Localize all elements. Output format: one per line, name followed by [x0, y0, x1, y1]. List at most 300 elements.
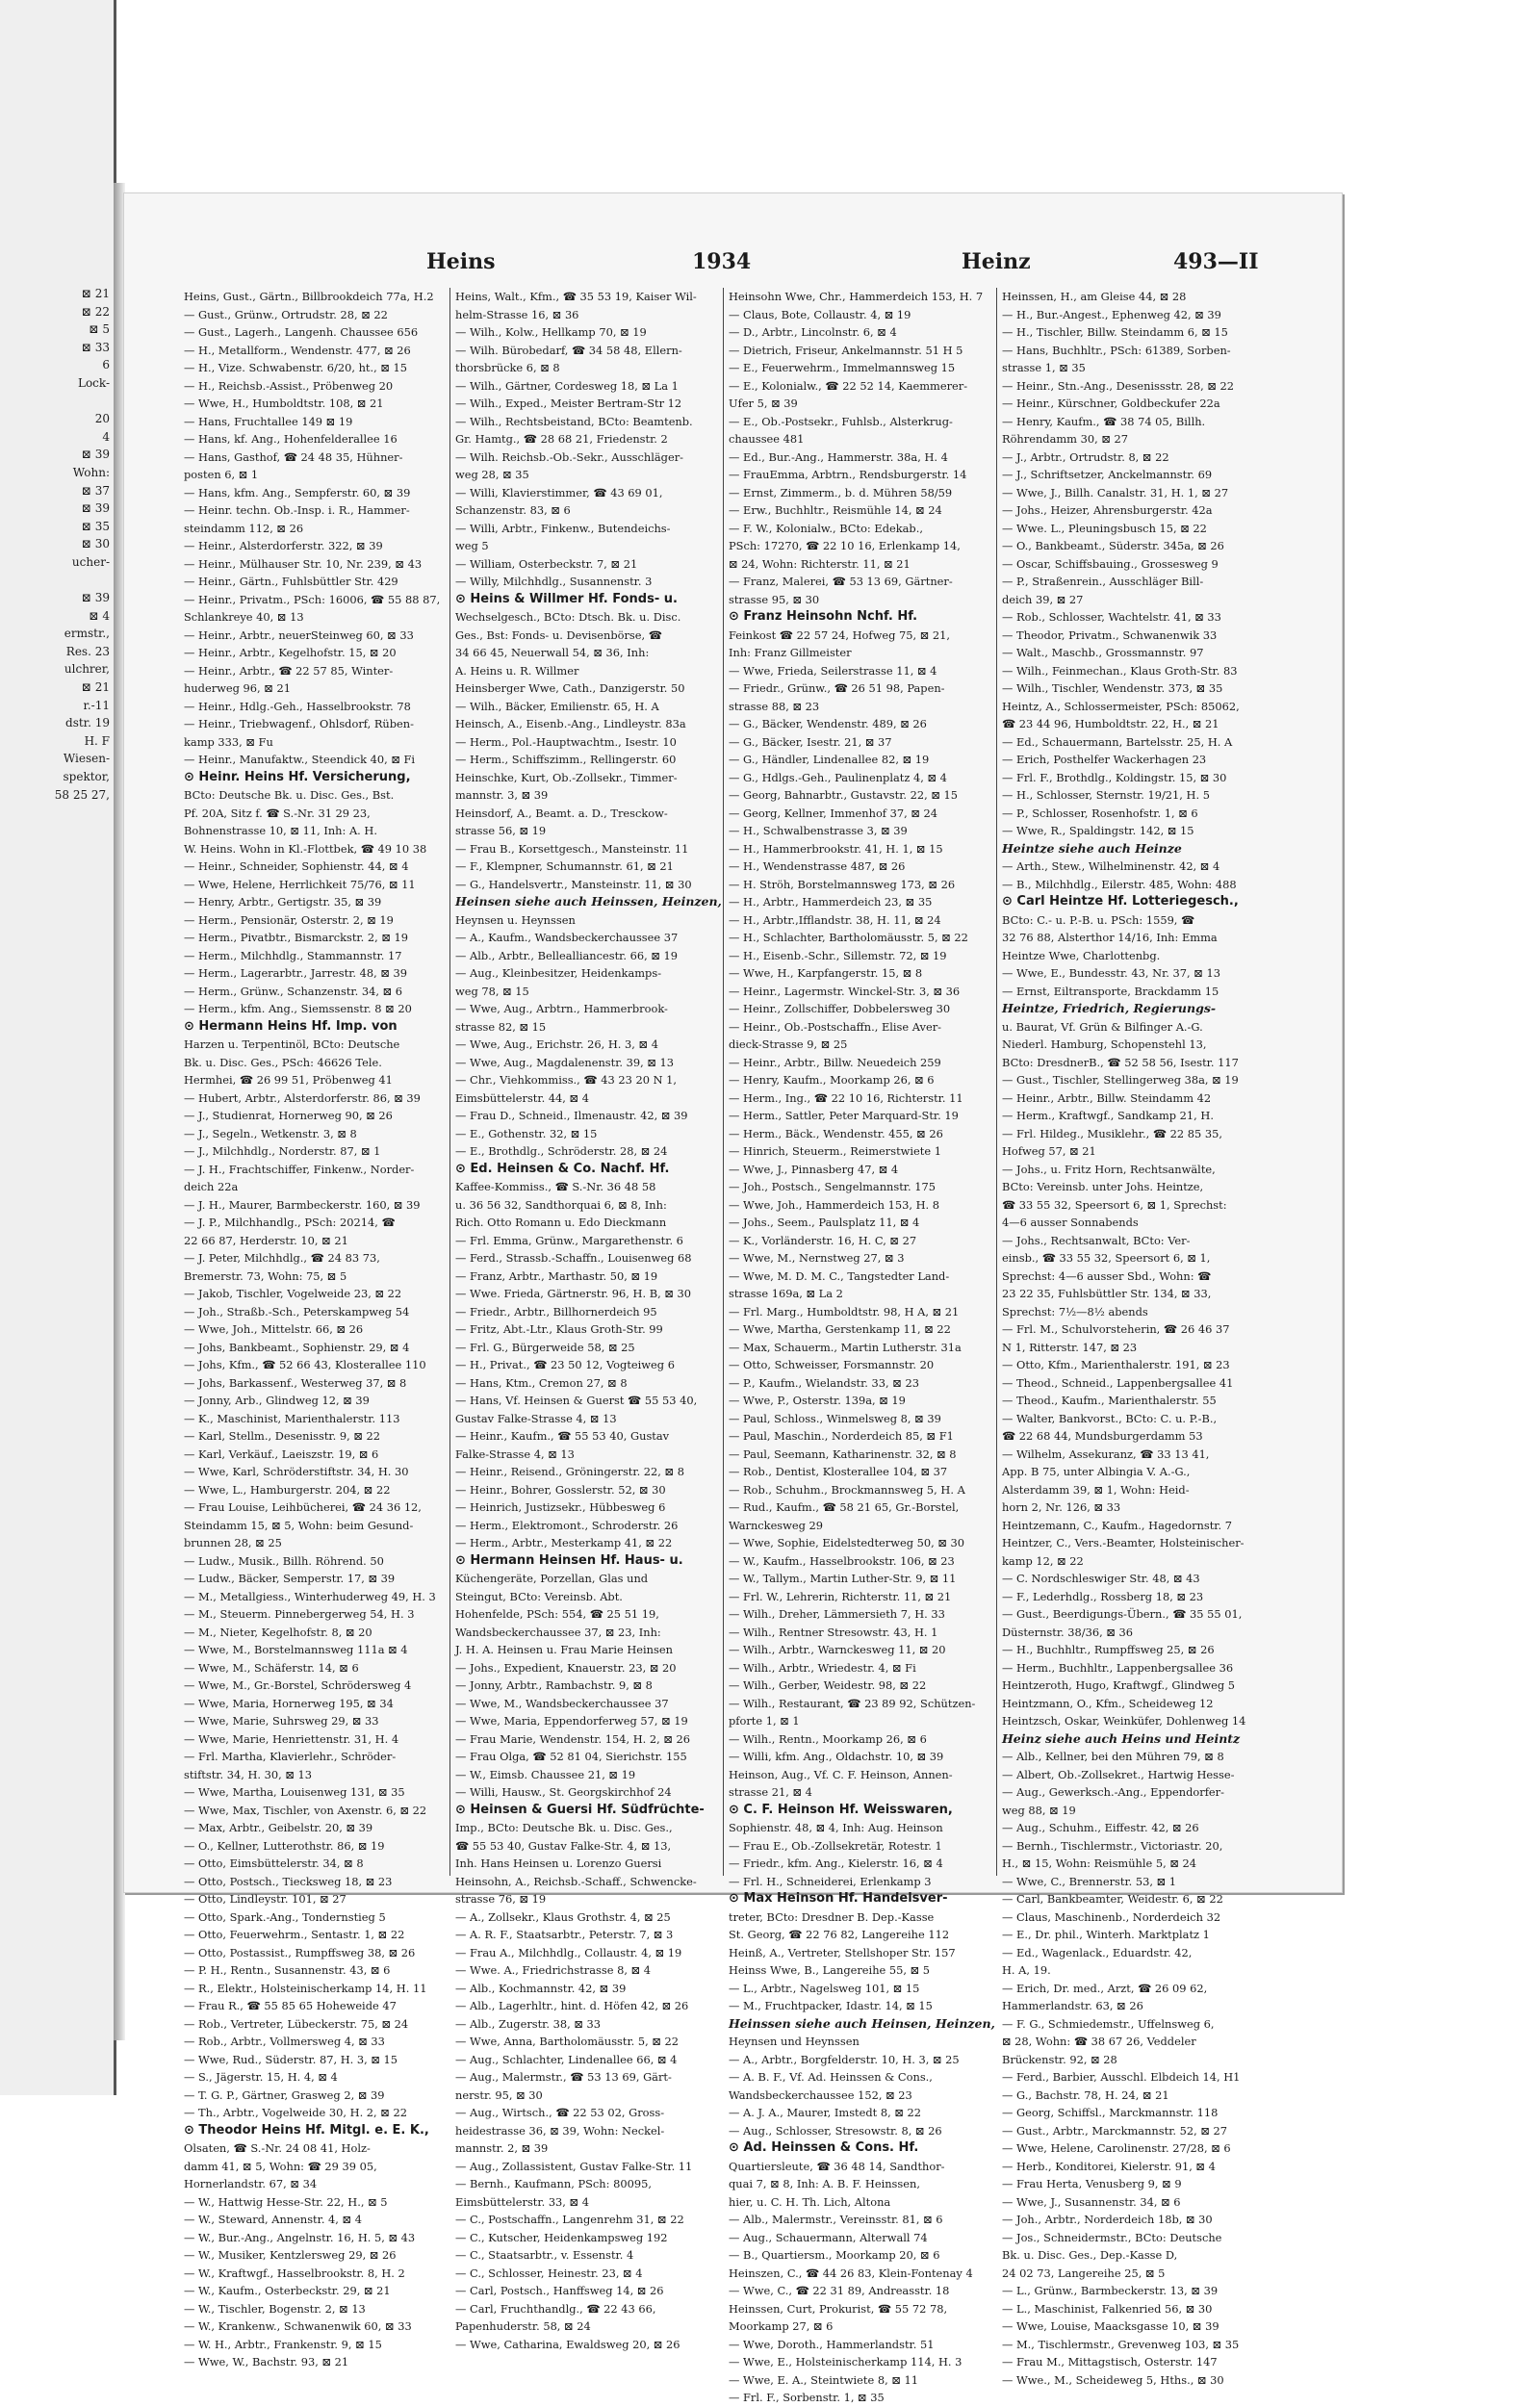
directory-entry-line: ⊠ 28, Wohn: ☎ 38 67 26, Veddeler	[1002, 2035, 1196, 2048]
directory-entry-line: — Wilh., Kolw., Hellkamp 70, ⊠ 19	[455, 325, 647, 339]
left-page-line: ⊠ 21	[81, 287, 110, 300]
directory-entry-line: — Herm., Arbtr., Mesterkamp 41, ⊠ 22	[455, 1536, 673, 1549]
directory-entry-line: — Heinr., Kürschner, Goldbeckufer 22a	[1002, 397, 1220, 410]
left-page-line	[4, 572, 110, 590]
directory-entry-line: — P. H., Rentn., Susannenstr. 43, ⊠ 6	[184, 1963, 391, 1977]
directory-entry-line: — Wwe, M., Nernstweg 27, ⊠ 3	[729, 1251, 905, 1265]
directory-entry-line: — Theodor, Privatm., Schwanenwik 33	[1002, 627, 1218, 642]
directory-entry-line: Imp., BCto: Deutsche Bk. u. Disc. Ges.,	[455, 1821, 673, 1834]
directory-entry-line: — Ludw., Bäcker, Semperstr. 17, ⊠ 39	[184, 1572, 396, 1585]
directory-entry-line: W. Heins. Wohn in Kl.-Flottbek, ☎ 49 10 38	[184, 841, 427, 856]
directory-entry-line: — P., Kaufm., Wielandstr. 33, ⊠ 23	[729, 1375, 919, 1390]
directory-column-1	[184, 288, 441, 2371]
directory-entry-line: Wandsbeckerchaussee 37, ⊠ 23, Inh:	[455, 1625, 661, 1639]
directory-entry-line: — Rob., Schuhm., Brockmannsweg 5, H. A	[729, 1482, 965, 1497]
left-page-line: 4	[102, 429, 110, 444]
directory-entry-line: — P., Schlosser, Rosenhofstr. 1, ⊠ 6	[1002, 806, 1198, 820]
directory-entry-line: — Wwe, Maria, Eppendorferweg 57, ⊠ 19	[455, 1714, 688, 1728]
left-page-line: ⊠ 37	[81, 483, 110, 498]
directory-entry-line: — Heinr., Manufaktw., Steendick 40, ⊠ Fi	[184, 753, 416, 766]
directory-entry-line: chaussee 481	[729, 432, 805, 446]
directory-entry-line: — Wilh., Gärtner, Cordesweg 18, ⊠ La 1	[455, 378, 679, 393]
directory-entry-line: — Wwe, Maria, Hornerweg 195, ⊠ 34	[184, 1696, 394, 1710]
directory-entry-line: — G., Hdlgs.-Geh., Paulinenplatz 4, ⊠ 4	[729, 770, 947, 784]
directory-entry-line: — Alb., Kochmannstr. 42, ⊠ 39	[455, 1981, 627, 1995]
directory-entry-line: brunnen 28, ⊠ 25	[184, 1536, 282, 1549]
directory-entry-line: Ges., Bst: Fonds- u. Devisenbörse, ☎	[455, 627, 662, 642]
directory-entry-line: — Gust., Arbtr., Marckmannstr. 52, ⊠ 27	[1002, 2123, 1228, 2138]
directory-entry-line: BCto: DresdnerB., ☎ 52 58 56, Isestr. 117	[1002, 1055, 1239, 1069]
directory-entry-line: — Heinr., Arbtr., ☎ 22 57 85, Winter-	[184, 663, 394, 678]
directory-entry-line: 34 66 45, Neuerwall 54, ⊠ 36, Inh:	[455, 646, 650, 659]
directory-entry-line: — Franz, Malerei, ☎ 53 13 69, Gärtner-	[729, 575, 953, 588]
directory-entry-line: — Alb., Malermstr., Vereinsstr. 81, ⊠ 6	[729, 2213, 943, 2226]
directory-entry-line: A. Heins u. R. Willmer	[455, 663, 579, 678]
directory-entry-line: Steindamm 15, ⊠ 5, Wohn: beim Gesund-	[184, 1518, 414, 1532]
directory-entry-line: — Henry, Kaufm., Moorkamp 26, ⊠ 6	[729, 1073, 935, 1087]
directory-entry-line: — E., Kolonialw., ☎ 22 52 14, Kaemmerer-	[729, 378, 968, 393]
directory-entry-line: Heintzmann, O., Kfm., Scheideweg 12	[1002, 1696, 1214, 1710]
directory-entry-line: — Wilh., Rentner Stresowstr. 43, H. 1	[729, 1625, 938, 1639]
directory-entry-line: — H., Arbtr., Hammerdeich 23, ⊠ 35	[729, 895, 933, 909]
directory-entry-line: — Wilh., Bäcker, Emilienstr. 65, H. A	[455, 699, 659, 713]
directory-entry-line: — Herm., Pensionär, Osterstr. 2, ⊠ 19	[184, 912, 394, 927]
directory-entry-line: — Aug., Gewerksch.-Ang., Eppendorfer-	[1002, 1785, 1224, 1799]
directory-entry-line: — P., Straßenrein., Ausschläger Bill-	[1002, 575, 1204, 588]
directory-entry-line: — Theod., Kaufm., Marienthalerstr. 55	[1002, 1394, 1217, 1407]
directory-entry-line: — R., Elektr., Holsteinischerkamp 14, H. 11	[184, 1981, 427, 1995]
directory-entry-line: — W., Tischler, Bogenstr. 2, ⊠ 13	[184, 2301, 366, 2316]
directory-entry-line: — Heinr. techn. Ob.-Insp. i. R., Hammer-	[184, 503, 410, 517]
directory-entry-line: — Herm., Bäck., Wendenstr. 455, ⊠ 26	[729, 1126, 943, 1140]
directory-entry-line: PSch: 17270, ☎ 22 10 16, Erlenkamp 14,	[729, 539, 961, 552]
directory-entry-line: Röhrendamm 30, ⊠ 27	[1002, 432, 1128, 446]
directory-entry-line: — E., Brothdlg., Schröderstr. 28, ⊠ 24	[455, 1144, 668, 1158]
directory-entry-line: 24 02 73, Langereihe 25, ⊠ 5	[1002, 2266, 1166, 2280]
directory-entry-line: — Aug., Zollassistent, Gustav Falke-Str. 11	[455, 2159, 693, 2173]
directory-entry-line: — H., Schlachter, Bartholomäusstr. 5, ⊠ 22	[729, 931, 968, 944]
directory-entry-line: 22 66 87, Herderstr. 10, ⊠ 21	[184, 1233, 348, 1247]
directory-entry-line: — Wwe. L., Pleuningsbusch 15, ⊠ 22	[1002, 521, 1207, 535]
directory-entry-line: — Johs, Bankbeamt., Sophienstr. 29, ⊠ 4	[184, 1340, 410, 1354]
directory-entry-line: — Aug., Schuhm., Eiffestr. 42, ⊠ 26	[1002, 1821, 1199, 1834]
directory-entry-line: — L., Maschinist, Falkenried 56, ⊠ 30	[1002, 2301, 1213, 2316]
directory-entry-line: — H. Ströh, Borstelmannsweg 173, ⊠ 26	[729, 877, 956, 891]
directory-entry-line: — Erich, Posthelfer Wackerhagen 23	[1002, 753, 1207, 766]
directory-entry-line: Heinszen, C., ☎ 44 26 83, Klein-Fontenay 4	[729, 2266, 973, 2280]
directory-entry-line: — Rob., Schlosser, Wachtelstr. 41, ⊠ 33	[1002, 610, 1221, 624]
directory-entry-line: ☎ 55 53 40, Gustav Falke-Str. 4, ⊠ 13,	[455, 1838, 672, 1853]
directory-entry-line: — Herm., Pol.-Hauptwachtm., Isestr. 10	[455, 734, 677, 749]
directory-entry-line: — Hinrich, Steuerm., Reimerstwiete 1	[729, 1144, 941, 1158]
directory-entry-line: — Oscar, Schiffsbauing., Grossesweg 9	[1002, 556, 1219, 571]
directory-entry-line: — Aug., Malermstr., ☎ 53 13 69, Gärt-	[455, 2070, 672, 2084]
directory-entry-line: helm-Strasse 16, ⊠ 36	[455, 307, 579, 321]
directory-entry-line: — C., Kutscher, Heidenkampsweg 192	[455, 2230, 668, 2244]
directory-entry-line: — Johs, Kfm., ☎ 52 66 43, Klosterallee 110	[184, 1358, 426, 1371]
directory-entry-line: — Wwe, Aug., Magdalenenstr. 39, ⊠ 13	[455, 1055, 675, 1069]
directory-entry-line: — Wwe, C., ☎ 22 31 89, Andreasstr. 18	[729, 2284, 950, 2297]
directory-entry-line: — H., Arbtr.,Ifflandstr. 38, H. 11, ⊠ 24	[729, 912, 941, 927]
directory-entry-line: — Heinr., Privatm., PSch: 16006, ☎ 55 88 87,	[184, 592, 441, 606]
directory-entry-line: — Wwe, Anna, Bartholomäusstr. 5, ⊠ 22	[455, 2035, 680, 2048]
left-page-line: dstr. 19	[65, 716, 110, 730]
directory-entry-line: u. Baurat, Vf. Grün & Bilfinger A.-G.	[1002, 1019, 1203, 1034]
directory-entry-line: — Frl. H., Schneiderei, Erlenkamp 3	[729, 1874, 932, 1888]
directory-entry-line: weg 78, ⊠ 15	[455, 984, 529, 998]
directory-entry-line: Heinschke, Kurt, Ob.-Zollsekr., Timmer-	[455, 770, 678, 784]
directory-entry-line: — Heinr., Gärtn., Fuhlsbüttler Str. 429	[184, 575, 398, 588]
directory-entry-line: — Bernh., Tischlermstr., Victoriastr. 20,	[1002, 1838, 1223, 1853]
directory-entry-line: — Frau Olga, ☎ 52 81 04, Sierichstr. 155	[455, 1750, 687, 1763]
directory-entry-line: ⊙ Heinr. Heins Hf. Versicherung,	[184, 769, 411, 784]
directory-entry-line: strasse 1, ⊠ 35	[1002, 361, 1086, 374]
directory-entry-line: ⊙ C. F. Heinson Hf. Weisswaren,	[729, 1802, 953, 1817]
directory-entry-line: BCto: Deutsche Bk. u. Disc. Ges., Bst.	[184, 788, 395, 802]
directory-entry-line: posten 6, ⊠ 1	[184, 468, 259, 481]
left-page-line: Lock-	[77, 375, 110, 390]
directory-entry-line: — G., Händler, Lindenallee 82, ⊠ 19	[729, 753, 930, 766]
directory-entry-line: — Bernh., Kaufmann, PSch: 80095,	[455, 2177, 652, 2190]
directory-column-4	[1002, 288, 1254, 2389]
directory-entry-line: — Frau R., ☎ 55 85 65 Hoheweide 47	[184, 1999, 397, 2012]
directory-entry-line: — Claus, Bote, Collaustr. 4, ⊠ 19	[729, 307, 911, 321]
directory-entry-line: — Gust., Grünw., Ortrudstr. 28, ⊠ 22	[184, 307, 388, 321]
directory-entry-line: — Fritz, Abt.-Ltr., Klaus Groth-Str. 99	[455, 1322, 663, 1336]
left-page-line: ⊠ 21	[81, 680, 110, 695]
directory-entry-line: — H., Buchhltr., Rumpffsweg 25, ⊠ 26	[1002, 1643, 1215, 1656]
page-header	[124, 249, 1342, 288]
directory-entry-line: Bk. u. Disc. Ges., PSch: 46626 Tele.	[184, 1055, 382, 1069]
directory-entry-line: Heinsch, A., Eisenb.-Ang., Lindleystr. 83a	[455, 717, 686, 730]
directory-entry-line: — Frau M., Mittagstisch, Osterstr. 147	[1002, 2355, 1218, 2369]
directory-entry-line: — H., Tischler, Billw. Steindamm 6, ⊠ 15	[1002, 325, 1228, 339]
directory-entry-line: — E., Feuerwehrm., Immelmannsweg 15	[729, 361, 956, 374]
directory-entry-line: Hammerlandstr. 63, ⊠ 26	[1002, 1999, 1143, 2012]
left-page-fragment	[0, 0, 116, 2095]
directory-entry-line: — J. Peter, Milchhdlg., ☎ 24 83 73,	[184, 1251, 380, 1265]
directory-entry-line: deich 39, ⊠ 27	[1002, 592, 1084, 606]
directory-entry-line: — A., Arbtr., Borgfelderstr. 10, H. 3, ⊠ 25	[729, 2052, 960, 2066]
directory-entry-line: hier, u. C. H. Th. Lich, Altona	[729, 2194, 891, 2209]
directory-entry-line: — Karl, Verkäuf., Laeiszstr. 19, ⊠ 6	[184, 1447, 379, 1461]
directory-entry-line: — G., Bäcker, Isestr. 21, ⊠ 37	[729, 734, 892, 749]
directory-entry-line: — Frau A., Milchhdlg., Collaustr. 4, ⊠ 19	[455, 1945, 682, 1959]
directory-entry-line: Eimsbüttelerstr. 33, ⊠ 4	[455, 2194, 589, 2209]
directory-entry-line: — Wwe, Martha, Louisenweg 131, ⊠ 35	[184, 1785, 405, 1799]
directory-entry-line: — Wwe, J., Susannenstr. 34, ⊠ 6	[1002, 2194, 1181, 2209]
directory-entry-line: steindamm 112, ⊠ 26	[184, 521, 304, 535]
directory-entry-line: H., ⊠ 15, Wohn: Reismühle 5, ⊠ 24	[1002, 1856, 1197, 1870]
left-page-line: 58 25 27,	[54, 787, 110, 802]
directory-entry-line: — Hans, Ktm., Cremon 27, ⊠ 8	[455, 1375, 628, 1390]
directory-entry-line: — Herm., Grünw., Schanzenstr. 34, ⊠ 6	[184, 984, 402, 998]
left-page-line: ⊠ 39	[81, 591, 110, 605]
directory-entry-line: — Wwe., M., Scheideweg 5, Hths., ⊠ 30	[1002, 2372, 1224, 2387]
directory-entry-line: Heintzeroth, Hugo, Kraftwgf., Glindweg 5	[1002, 1678, 1236, 1692]
directory-entry-line: — William, Osterbeckstr. 7, ⊠ 21	[455, 556, 638, 571]
directory-entry-line: — Herm., Lagerarbtr., Jarrestr. 48, ⊠ 39	[184, 966, 408, 980]
directory-entry-line: — Paul, Schloss., Winmelsweg 8, ⊠ 39	[729, 1411, 941, 1425]
directory-entry-line: — Ferd., Barbier, Ausschl. Elbdeich 14, H1	[1002, 2070, 1241, 2084]
directory-entry-line: — Heinr., Schneider, Sophienstr. 44, ⊠ 4	[184, 859, 409, 873]
left-page-line: Wiesen-	[63, 752, 110, 766]
directory-entry-line: — Wilh., Rentn., Moorkamp 26, ⊠ 6	[729, 1731, 927, 1746]
directory-entry-line: — Wwe, Martha, Gerstenkamp 11, ⊠ 22	[729, 1322, 951, 1336]
directory-entry-line: — Heinr., Bohrer, Gosslerstr. 52, ⊠ 30	[455, 1482, 666, 1497]
directory-entry-line: — Heinr., Mülhauser Str. 10, Nr. 239, ⊠ 43	[184, 556, 423, 571]
directory-entry-line: — Heinr., Arbtr., Billw. Neuedeich 259	[729, 1055, 941, 1069]
left-page-line: ulchrer,	[64, 662, 110, 677]
directory-entry-line: dieck-Strasse 9, ⊠ 25	[729, 1037, 848, 1051]
directory-entry-line: — W. H., Arbtr., Frankenstr. 9, ⊠ 15	[184, 2337, 382, 2351]
directory-entry-line: — H., Eisenb.-Schr., Sillemstr. 72, ⊠ 19	[729, 948, 947, 962]
left-page-line: ucher-	[71, 554, 110, 569]
directory-entry-line: strasse 88, ⊠ 23	[729, 699, 820, 713]
directory-entry-line: — J. H., Frachtschiffer, Finkenw., Norder-	[184, 1162, 415, 1176]
directory-entry-line: — Joh., Straßb.-Sch., Peterskampweg 54	[184, 1304, 410, 1319]
directory-entry-line: — Heinr., Ob.-Postschaffn., Elise Aver-	[729, 1019, 941, 1034]
directory-entry-line: — Frau B., Korsettgesch., Mansteinstr. 11	[455, 841, 689, 856]
directory-entry-line: — Wilh., Tischler, Wendenstr. 373, ⊠ 35	[1002, 681, 1223, 695]
directory-entry-line: Bk. u. Disc. Ges., Dep.-Kasse D,	[1002, 2248, 1178, 2262]
directory-entry-line: ⊙ Hermann Heins Hf. Imp. von	[184, 1018, 398, 1034]
directory-entry-line: ⊙ Ad. Heinssen & Cons. Hf.	[729, 2140, 919, 2155]
directory-entry-line: — Friedr., Arbtr., Billhornerdeich 95	[455, 1304, 657, 1319]
directory-entry-line: — Herm., Milchhdlg., Stammannstr. 17	[184, 948, 402, 962]
directory-entry-line: Falke-Strasse 4, ⊠ 13	[455, 1447, 575, 1461]
directory-entry-line: — Aug., Wirtsch., ☎ 22 53 02, Gross-	[455, 2106, 665, 2119]
directory-entry-line: — Willi, Klavierstimmer, ☎ 43 69 01,	[455, 485, 663, 499]
directory-entry-line: — Hans, kf. Ang., Hohenfelderallee 16	[184, 432, 398, 446]
left-page-line	[4, 393, 110, 411]
directory-entry-line: — C., Staatsarbtr., v. Essenstr. 4	[455, 2248, 634, 2262]
directory-entry-line: ⊙ Heinsen & Guersi Hf. Südfrüchte-	[455, 1802, 705, 1817]
directory-entry-line: Gr. Hamtg., ☎ 28 68 21, Friedenstr. 2	[455, 432, 668, 446]
directory-entry-line: thorsbrücke 6, ⊠ 8	[455, 361, 560, 374]
directory-entry-line: — L., Arbtr., Nagelsweg 101, ⊠ 15	[729, 1981, 920, 1995]
directory-entry-line: Warnckesweg 29	[729, 1518, 824, 1532]
directory-entry-line: Quartiersleute, ☎ 36 48 14, Sandthor-	[729, 2159, 945, 2173]
directory-entry-line: — Frl. F., Brothdlg., Koldingstr. 15, ⊠ 30	[1002, 770, 1227, 784]
directory-entry-line: — Paul, Maschin., Norderdeich 85, ⊠ F1	[729, 1429, 954, 1443]
directory-entry-line: — Willi, Hausw., St. Georgskirchhof 24	[455, 1785, 672, 1799]
directory-entry-line: Schanzenstr. 83, ⊠ 6	[455, 503, 571, 517]
directory-entry-line: — H., Wendenstrasse 487, ⊠ 26	[729, 859, 906, 873]
directory-entry-line: — Ed., Schauermann, Bartelsstr. 25, H. A	[1002, 734, 1233, 749]
directory-entry-line: Heintze, Friedrich, Regierungs-	[1002, 1001, 1217, 1015]
directory-entry-line: — H., Hammerbrookstr. 41, H. 1, ⊠ 15	[729, 841, 943, 856]
directory-entry-line: — Herm., kfm. Ang., Siemssenstr. 8 ⊠ 20	[184, 1002, 412, 1015]
header-left-keyword: Heins	[426, 249, 496, 274]
directory-entry-line: — Frau Louise, Leihbücherei, ☎ 24 36 12,	[184, 1500, 422, 1514]
directory-entry-line: — Aug., Schlachter, Lindenallee 66, ⊠ 4	[455, 2052, 678, 2066]
directory-entry-line: — Rob., Vertreter, Lübeckerstr. 75, ⊠ 24	[184, 2016, 409, 2031]
directory-entry-line: — Heinr., Zollschiffer, Dobbelersweg 30	[729, 1002, 951, 1015]
directory-entry-line: — Otto, Postsch., Tiecksweg 18, ⊠ 23	[184, 1874, 393, 1888]
directory-entry-line: — Georg, Kellner, Immenhof 37, ⊠ 24	[729, 806, 938, 820]
directory-entry-line: — Wilh., Arbtr., Warnckesweg 11, ⊠ 20	[729, 1643, 946, 1656]
directory-entry-line: — D., Arbtr., Lincolnstr. 6, ⊠ 4	[729, 325, 897, 339]
directory-entry-line: App. B 75, unter Albingia V. A.-G.,	[1002, 1465, 1191, 1478]
directory-entry-line: — Otto, Lindleystr. 101, ⊠ 27	[184, 1892, 346, 1906]
directory-entry-line: — Alb., Zugerstr. 38, ⊠ 33	[455, 2016, 602, 2031]
directory-entry-line: H. A, 19.	[1002, 1963, 1051, 1977]
directory-entry-line: mannstr. 2, ⊠ 39	[455, 2141, 549, 2155]
directory-entry-line: — Frl. Marg., Humboldtstr. 98, H A, ⊠ 21	[729, 1304, 960, 1319]
directory-entry-line: — Jakob, Tischler, Vogelweide 23, ⊠ 22	[184, 1287, 402, 1300]
directory-entry-line: — Ed., Wagenlack., Eduardstr. 42,	[1002, 1945, 1193, 1959]
directory-entry-line: — Gust., Beerdigungs-Übern., ☎ 35 55 01,	[1002, 1607, 1243, 1621]
column-rule	[723, 288, 724, 1876]
directory-entry-line: mannstr. 3, ⊠ 39	[455, 788, 549, 802]
left-page-line: 20	[94, 412, 110, 426]
directory-entry-line: — Paul, Seemann, Katharinenstr. 32, ⊠ 8	[729, 1447, 957, 1461]
directory-entry-line: strasse 82, ⊠ 15	[455, 1019, 547, 1034]
directory-entry-line: — J., Studienrat, Hornerweg 90, ⊠ 26	[184, 1109, 393, 1122]
directory-entry-line: — Herm., Kraftwgf., Sandkamp 21, H.	[1002, 1109, 1214, 1122]
directory-entry-line: — Wilhelm, Assekuranz, ☎ 33 13 41,	[1002, 1447, 1210, 1461]
directory-entry-line: — Erich, Dr. med., Arzt, ☎ 26 09 62,	[1002, 1981, 1208, 1995]
directory-entry-line: — J., Schriftsetzer, Anckelmannstr. 69	[1002, 468, 1213, 481]
directory-entry-line: 4—6 ausser Sonnabends	[1002, 1216, 1139, 1229]
directory-entry-line: — Heinr., Kaufm., ☎ 55 53 40, Gustav	[455, 1429, 670, 1443]
directory-entry-line: — Heinr., Reisend., Gröningerstr. 22, ⊠ 8	[455, 1465, 684, 1478]
directory-entry-line: — W., Eimsb. Chaussee 21, ⊠ 19	[455, 1767, 636, 1781]
directory-entry-line: — H., Privat., ☎ 23 50 12, Vogteiweg 6	[455, 1358, 675, 1371]
directory-entry-line: — F., Klempner, Schumannstr. 61, ⊠ 21	[455, 859, 674, 873]
directory-entry-line: — Walt., Maschb., Grossmannstr. 97	[1002, 646, 1204, 659]
directory-entry-line: — Wwe, M. D. M. C., Tangstedter Land-	[729, 1268, 950, 1283]
left-page-line: r.-11	[83, 698, 110, 712]
directory-entry-line: Ufer 5, ⊠ 39	[729, 397, 798, 410]
left-page-line: ⊠ 39	[81, 448, 110, 462]
left-page-line: H. F	[84, 733, 110, 748]
directory-entry-line: — Hans, Gasthof, ☎ 24 48 35, Hühner-	[184, 449, 403, 464]
directory-entry-line: — Wwe, Marie, Suhrsweg 29, ⊠ 33	[184, 1714, 379, 1728]
directory-entry-line: — Alb., Kellner, bei den Mühren 79, ⊠ 8	[1002, 1750, 1224, 1763]
directory-entry-line: — Willi, Arbtr., Finkenw., Butendeichs-	[455, 521, 671, 535]
directory-entry-line: — Chr., Viehkommiss., ☎ 43 23 20 N 1,	[455, 1073, 678, 1087]
directory-entry-line: Olsaten, ☎ S.-Nr. 24 08 41, Holz-	[184, 2141, 371, 2155]
directory-entry-line: St. Georg, ☎ 22 76 82, Langereihe 112	[729, 1928, 950, 1941]
directory-entry-line: Heinsohn Wwe, Chr., Hammerdeich 153, H. 7	[729, 290, 984, 303]
directory-entry-line: Rich. Otto Romann u. Edo Dieckmann	[455, 1216, 667, 1229]
directory-entry-line: — H., Vize. Schwabenstr. 6/20, ht., ⊠ 15	[184, 361, 407, 374]
left-page-line: ⊠ 5	[89, 322, 110, 337]
column-rule	[449, 288, 450, 1876]
directory-entry-line: ⊙ Hermann Heinsen Hf. Haus- u.	[455, 1552, 683, 1568]
directory-entry-line: — Heinr., Stn.-Ang., Desenissstr. 28, ⊠ 22	[1002, 378, 1235, 393]
directory-entry-line: — Aug., Kleinbesitzer, Heidenkamps-	[455, 966, 662, 980]
directory-entry-line: — Wwe, H., Karpfangerstr. 15, ⊠ 8	[729, 966, 923, 980]
directory-entry-line: — Ludw., Musik., Billh. Röhrend. 50	[184, 1553, 384, 1568]
directory-entry-line: — Frl. Martha, Klavierlehr., Schröder-	[184, 1750, 397, 1763]
directory-entry-line: strasse 76, ⊠ 19	[455, 1892, 547, 1906]
directory-entry-line: — Wwe, Joh., Mittelstr. 66, ⊠ 26	[184, 1322, 364, 1336]
directory-entry-line: — Heinr., Lagermstr. Winckel-Str. 3, ⊠ 36	[729, 984, 961, 998]
directory-entry-line: Heintze siehe auch Heinze	[1002, 840, 1182, 856]
directory-entry-line: Heynsen u. Heynssen	[455, 912, 576, 927]
directory-entry-line: Brückenstr. 92, ⊠ 28	[1002, 2052, 1117, 2066]
directory-entry-line: strasse 169a, ⊠ La 2	[729, 1287, 843, 1300]
directory-entry-line: — C., Schlosser, Heinestr. 23, ⊠ 4	[455, 2266, 643, 2280]
left-page-line: ⊠ 22	[81, 304, 110, 319]
directory-entry-line: — Frau E., Ob.-Zollsekretär, Rotestr. 1	[729, 1838, 942, 1853]
directory-entry-line: — B., Milchhdlg., Eilerstr. 485, Wohn: 488	[1002, 877, 1237, 891]
directory-entry-line: Niederl. Hamburg, Schopenstehl 13,	[1002, 1037, 1207, 1051]
directory-entry-line: — Wwe, E., Bundesstr. 43, Nr. 37, ⊠ 13	[1002, 966, 1220, 980]
directory-entry-line: — Wwe, H., Humboldtstr. 108, ⊠ 21	[184, 397, 384, 410]
directory-entry-line: — Ferd., Strassb.-Schaffn., Louisenweg 68	[455, 1251, 692, 1265]
directory-entry-line: — K., Vorländerstr. 16, H. C, ⊠ 27	[729, 1233, 917, 1247]
directory-entry-line: ⊙ Carl Heintze Hf. Lotteriegesch.,	[1002, 894, 1239, 909]
left-page-line: ⊠ 33	[81, 340, 110, 354]
directory-entry-line: — Frau Marie, Wendenstr. 154, H. 2, ⊠ 26	[455, 1731, 691, 1746]
directory-entry-line: — Ed., Bur.-Ang., Hammerstr. 38a, H. 4	[729, 449, 948, 464]
directory-entry-line: — E., Ob.-Postsekr., Fuhlsb., Alsterkrug-	[729, 414, 953, 428]
directory-entry-line: — Georg, Bahnarbtr., Gustavstr. 22, ⊠ 15	[729, 788, 959, 802]
directory-entry-line: — Johs., Heizer, Ahrensburgerstr. 42a	[1002, 503, 1213, 517]
directory-entry-line: — M., Tischlermstr., Grevenweg 103, ⊠ 35	[1002, 2337, 1240, 2351]
directory-entry-line: Heintzemann, C., Kaufm., Hagedornstr. 7	[1002, 1518, 1232, 1532]
directory-entry-line: Heinss Wwe, B., Langereihe 55, ⊠ 5	[729, 1963, 931, 1977]
directory-entry-line: Heinsohn, A., Reichsb.-Schaff., Schwencke-	[455, 1874, 697, 1888]
directory-entry-line: Kaffee-Kommiss., ☎ S.-Nr. 36 48 58	[455, 1180, 656, 1193]
directory-entry-line: Heintzer, C., Vers.-Beamter, Holsteinischer-	[1002, 1536, 1245, 1549]
directory-entry-line: — Wwe, Helene, Herrlichkeit 75/76, ⊠ 11	[184, 877, 416, 891]
directory-entry-line: — Heinr., Arbtr., Kegelhofstr. 15, ⊠ 20	[184, 646, 397, 659]
directory-entry-line: Heintze Wwe, Charlottenbg.	[1002, 948, 1161, 962]
directory-entry-line: — Wwe. A., Friedrichstrasse 8, ⊠ 4	[455, 1963, 651, 1977]
directory-entry-line: huderweg 96, ⊠ 21	[184, 681, 291, 695]
directory-entry-line: — A. B. F., Vf. Ad. Heinssen & Cons.,	[729, 2070, 933, 2084]
directory-entry-line: — Frl. F., Sorbenstr. 1, ⊠ 35	[729, 2391, 885, 2404]
directory-entry-line: — S., Jägerstr. 15, H. 4, ⊠ 4	[184, 2070, 338, 2084]
directory-entry-line: — Wilh. Bürobedarf, ☎ 34 58 48, Ellern-	[455, 343, 682, 357]
directory-entry-line: — Wwe, M., Gr.-Borstel, Schrödersweg 4	[184, 1678, 412, 1692]
directory-entry-line: stiftstr. 34, H. 30, ⊠ 13	[184, 1767, 313, 1781]
directory-entry-line: — Wwe, M., Wandsbeckerchaussee 37	[455, 1696, 669, 1710]
directory-entry-line: — Th., Arbtr., Vogelweide 30, H. 2, ⊠ 22	[184, 2106, 407, 2119]
directory-entry-line: strasse 95, ⊠ 30	[729, 592, 820, 606]
directory-entry-line: deich 22a	[184, 1180, 239, 1193]
directory-entry-line: — Gust., Lagerh., Langenh. Chaussee 656	[184, 325, 419, 339]
directory-entry-line: Gustav Falke-Strasse 4, ⊠ 13	[455, 1411, 617, 1425]
directory-entry-line: — J. H., Maurer, Barmbeckerstr. 160, ⊠ 39	[184, 1197, 421, 1212]
directory-entry-line: Heinß, A., Vertreter, Stellshoper Str. 157	[729, 1945, 956, 1959]
left-page-line: ⊠ 39	[81, 501, 110, 516]
directory-entry-line: — Wilh., Exped., Meister Bertram-Str 12	[455, 397, 682, 410]
directory-entry-line: — Theod., Schneid., Lappenbergsallee 41	[1002, 1375, 1234, 1390]
directory-entry-line: — Wilh., Arbtr., Wriedestr. 4, ⊠ Fi	[729, 1660, 916, 1675]
directory-entry-line: — F. W., Kolonialw., BCto: Edekab.,	[729, 521, 923, 535]
directory-entry-line: — Wwe, C., Brennerstr. 53, ⊠ 1	[1002, 1874, 1177, 1888]
directory-entry-line: Wechselgesch., BCto: Dtsch. Bk. u. Disc.	[455, 610, 681, 624]
directory-entry-line: — Carl, Postsch., Hanffsweg 14, ⊠ 26	[455, 2284, 664, 2297]
directory-entry-line: — F. G., Schmiedemstr., Uffelnsweg 6,	[1002, 2016, 1215, 2031]
directory-entry-line: — K., Maschinist, Marienthalerstr. 113	[184, 1411, 400, 1425]
directory-entry-line: — W., Kaufm., Hasselbrookstr. 106, ⊠ 23	[729, 1553, 955, 1568]
directory-entry-line: nerstr. 95, ⊠ 30	[455, 2087, 543, 2102]
directory-entry-line: — Frl. M., Schulvorsteherin, ☎ 26 46 37	[1002, 1322, 1230, 1336]
directory-entry-line: — E., Gothenstr. 32, ⊠ 15	[455, 1126, 598, 1140]
directory-entry-line: treter, BCto: Dresdner B. Dep.-Kasse	[729, 1909, 935, 1924]
directory-entry-line: — Max, Schauerm., Martin Lutherstr. 31a	[729, 1340, 962, 1354]
directory-entry-line: — B., Quartiersm., Moorkamp 20, ⊠ 6	[729, 2248, 940, 2262]
directory-entry-line: — W., Tallym., Martin Luther-Str. 9, ⊠ 11	[729, 1572, 957, 1585]
left-page-column	[4, 285, 110, 804]
